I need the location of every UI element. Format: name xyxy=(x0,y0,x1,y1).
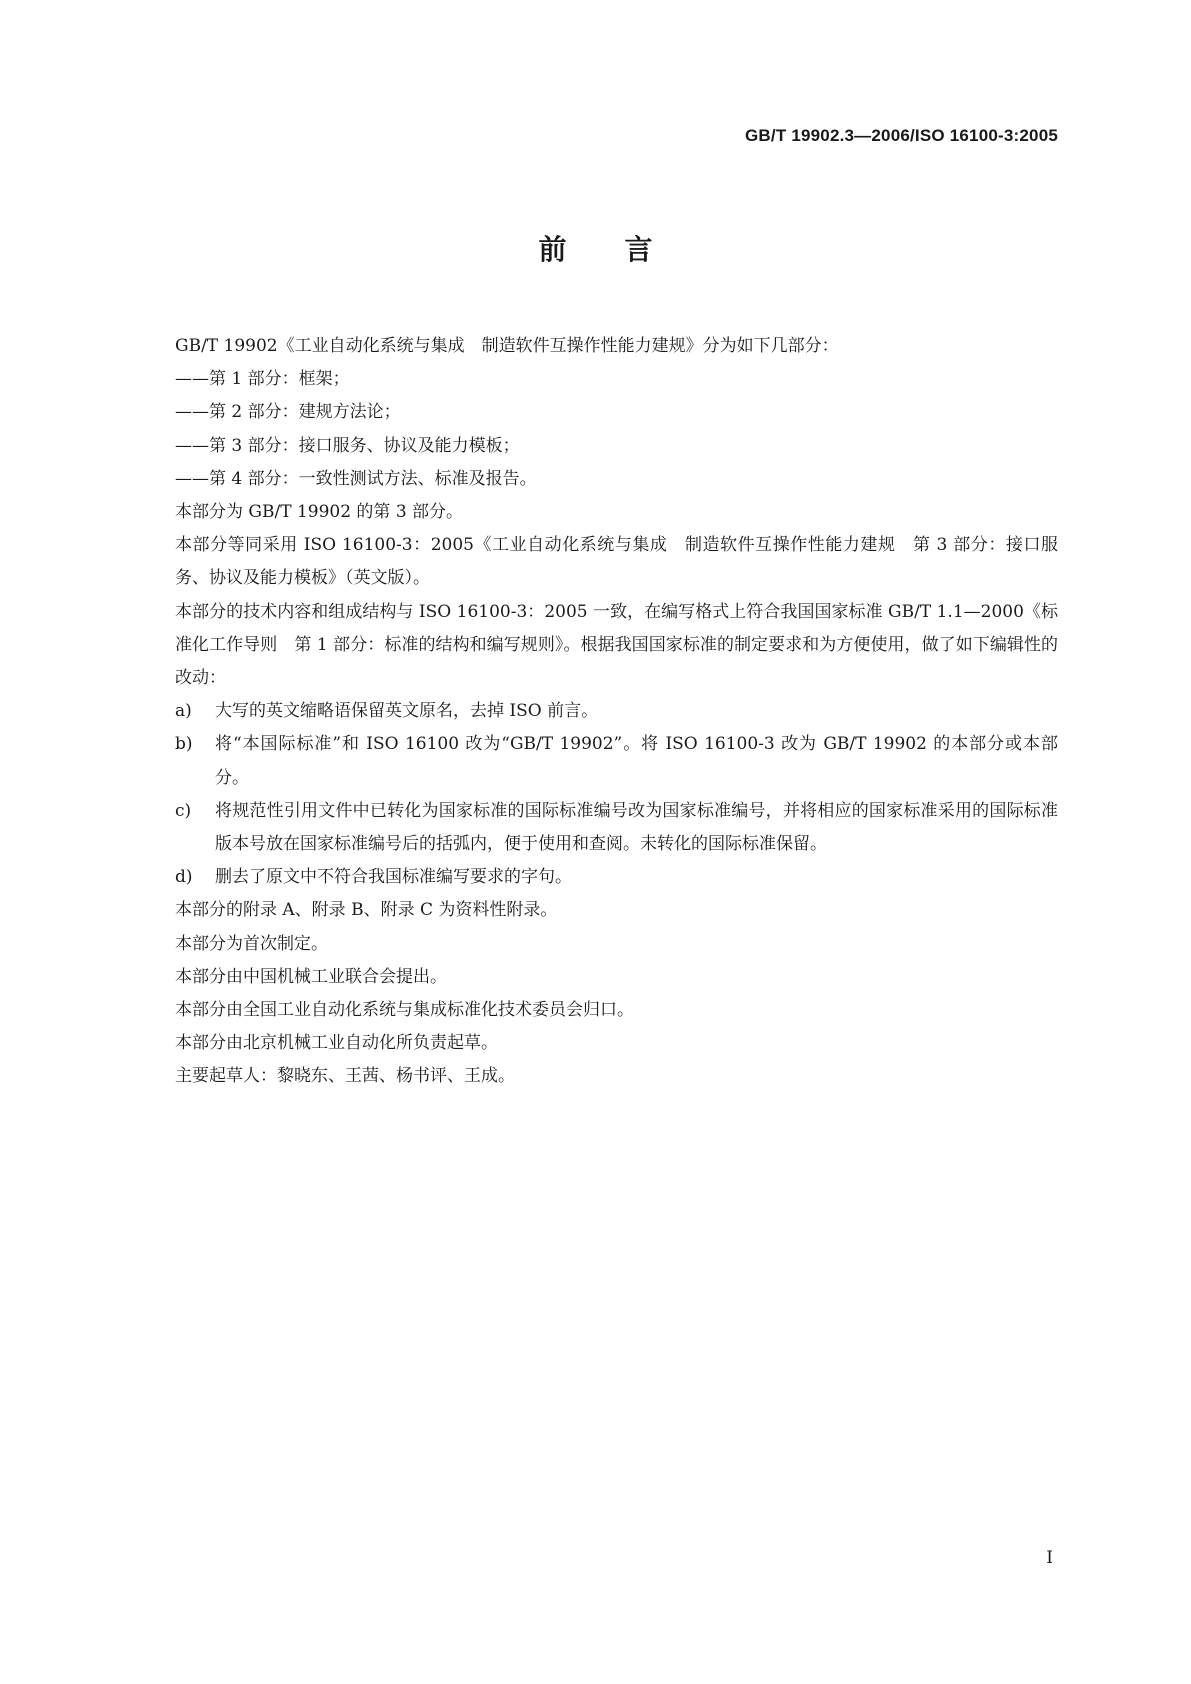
centralized-by-paragraph: 本部分由全国工业自动化系统与集成标准化技术委员会归口。 xyxy=(175,1000,634,1021)
change-item xyxy=(175,861,1058,894)
list-text: 将“本国际标准”和 ISO 16100 改为“GB/T 19902”。将 ISO 16100-3 改为 GB/T 19902 的本部分或本部分。 xyxy=(215,734,1058,788)
list-text: 删去了原文中不符合我国标准编写要求的字句。 xyxy=(215,867,572,888)
list-marker: d) xyxy=(175,867,193,888)
foreword-body xyxy=(175,330,1058,1094)
part-item: ——第 2 部分：建规方法论； xyxy=(175,402,401,423)
change-item xyxy=(175,695,1058,728)
proposed-by-paragraph: 本部分由中国机械工业联合会提出。 xyxy=(175,966,447,987)
change-item xyxy=(175,795,1058,861)
page-title: 前言 xyxy=(538,233,711,266)
adoption-paragraph: 本部分等同采用 ISO 16100-3：2005《工业自动化系统与集成 制造软件互操作性能力建规 第 3 部分：接口服务、协议及能力模板》（英文版）。 xyxy=(175,535,1058,589)
drafters-paragraph: 主要起草人：黎晓东、王茜、杨书评、王成。 xyxy=(175,1066,515,1087)
list-marker: a) xyxy=(175,701,192,722)
list-marker: b) xyxy=(175,734,193,755)
page-number: I xyxy=(1046,1548,1053,1568)
part-item: ——第 4 部分：一致性测试方法、标准及报告。 xyxy=(175,468,537,489)
this-part-paragraph: 本部分为 GB/T 19902 的第 3 部分。 xyxy=(175,502,464,523)
change-item xyxy=(175,728,1058,794)
consistency-paragraph: 本部分的技术内容和组成结构与 ISO 16100-3：2005 一致，在编写格式上符合我国国家标准 GB/T 1.1—2000《标准化工作导则 第 1 部分：标准的结构和编写规则》。根据我国国家标准的制定要求和为方便使用，做了如下编辑性的改动： xyxy=(175,601,1058,689)
first-edition-paragraph: 本部分为首次制定。 xyxy=(175,933,328,954)
part-item: ——第 3 部分：接口服务、协议及能力模板； xyxy=(175,435,520,456)
intro-paragraph: GB/T 19902《工业自动化系统与集成 制造软件互操作性能力建规》分为如下几部分： xyxy=(175,336,839,356)
annex-paragraph: 本部分的附录 A、附录 B、附录 C 为资料性附录。 xyxy=(175,900,558,921)
standard-code-header: GB/T 19902.3—2006/ISO 16100-3:2005 xyxy=(745,126,1058,145)
list-text: 大写的英文缩略语保留英文原名，去掉 ISO 前言。 xyxy=(215,701,599,722)
drafted-by-paragraph: 本部分由北京机械工业自动化所负责起草。 xyxy=(175,1033,498,1054)
list-marker: c) xyxy=(175,800,192,821)
list-text: 将规范性引用文件中已转化为国家标准的国际标准编号改为国家标准编号，并将相应的国家标准采用的国际标准版本号放在国家标准编号后的括弧内，便于使用和查阅。未转化的国际标准保留。 xyxy=(215,800,1058,855)
part-item: ——第 1 部分：框架； xyxy=(175,369,350,390)
